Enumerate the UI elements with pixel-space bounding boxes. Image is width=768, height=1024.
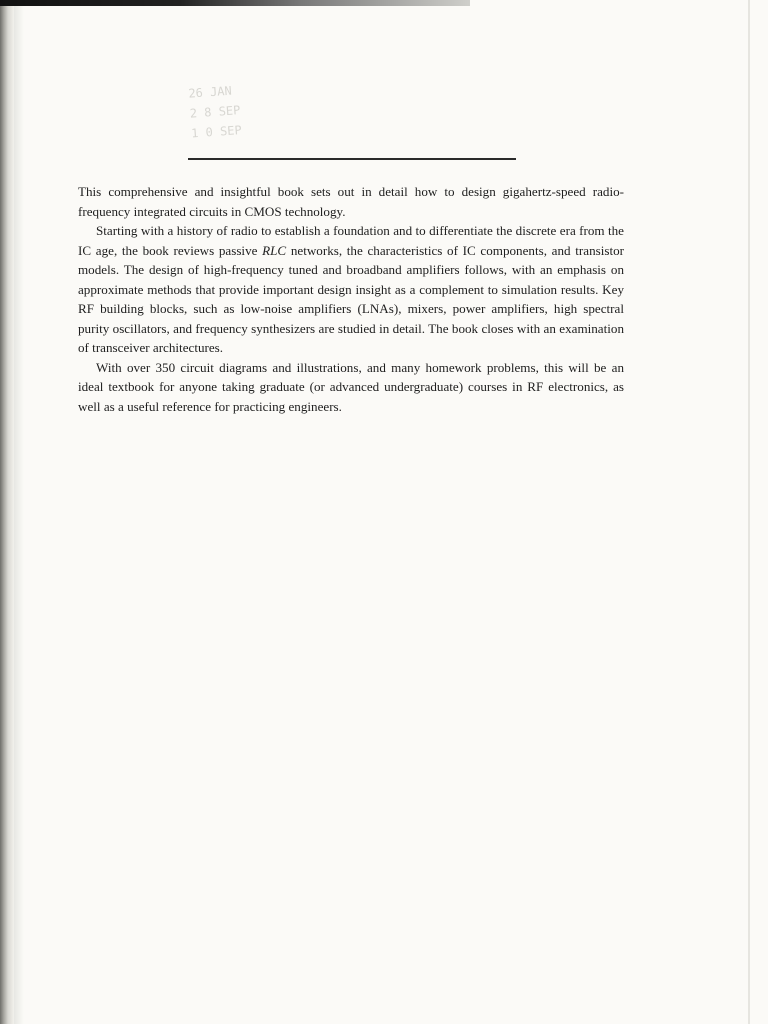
binding-edge	[0, 0, 14, 1024]
paragraph-audience: With over 350 circuit diagrams and illustrations, and many homework problems, this will be an ideal textbook for anyone taking graduate (or advanced undergraduate) courses in RF electronics, as well as a useful reference for practicing engineers.	[78, 359, 624, 414]
horizontal-rule	[188, 158, 516, 160]
scan-right-edge	[748, 0, 750, 1024]
rlc-emphasis: RLC	[262, 242, 287, 258]
scan-top-edge	[0, 0, 470, 6]
paragraph-contents	[78, 221, 624, 358]
paragraph-contents-after: networks, the characteristics of IC components, and transistor models. The design of high-frequency tuned and broadband amplifiers follows, with an emphasis on approximate methods that provide important design insight as a complement to simulation results. Key RF building blocks, such as low-noise amplifiers (LNAs), mixers, power amplifiers, high spectral purity oscillators, and frequency synthesizers are studied in detail. The book closes with an examination of transceiver architectures.	[78, 242, 624, 355]
library-stamp	[188, 73, 352, 154]
binding-shadow	[14, 0, 24, 1024]
paragraph-contents-before: Starting with a history of radio to establish a foundation and to differentiate the discrete era from the IC age, the book reviews passive	[78, 223, 624, 258]
stamp-line: 1 0 SEP	[190, 123, 243, 141]
paragraph-intro: This comprehensive and insightful book sets out in detail how to design gigahertz-speed radio-frequency integrated circuits in CMOS technology.	[78, 184, 624, 219]
book-description	[78, 182, 624, 416]
stamp-line: 2 8 SEP	[189, 103, 241, 121]
stamp-line: 26 JAN	[187, 83, 233, 101]
